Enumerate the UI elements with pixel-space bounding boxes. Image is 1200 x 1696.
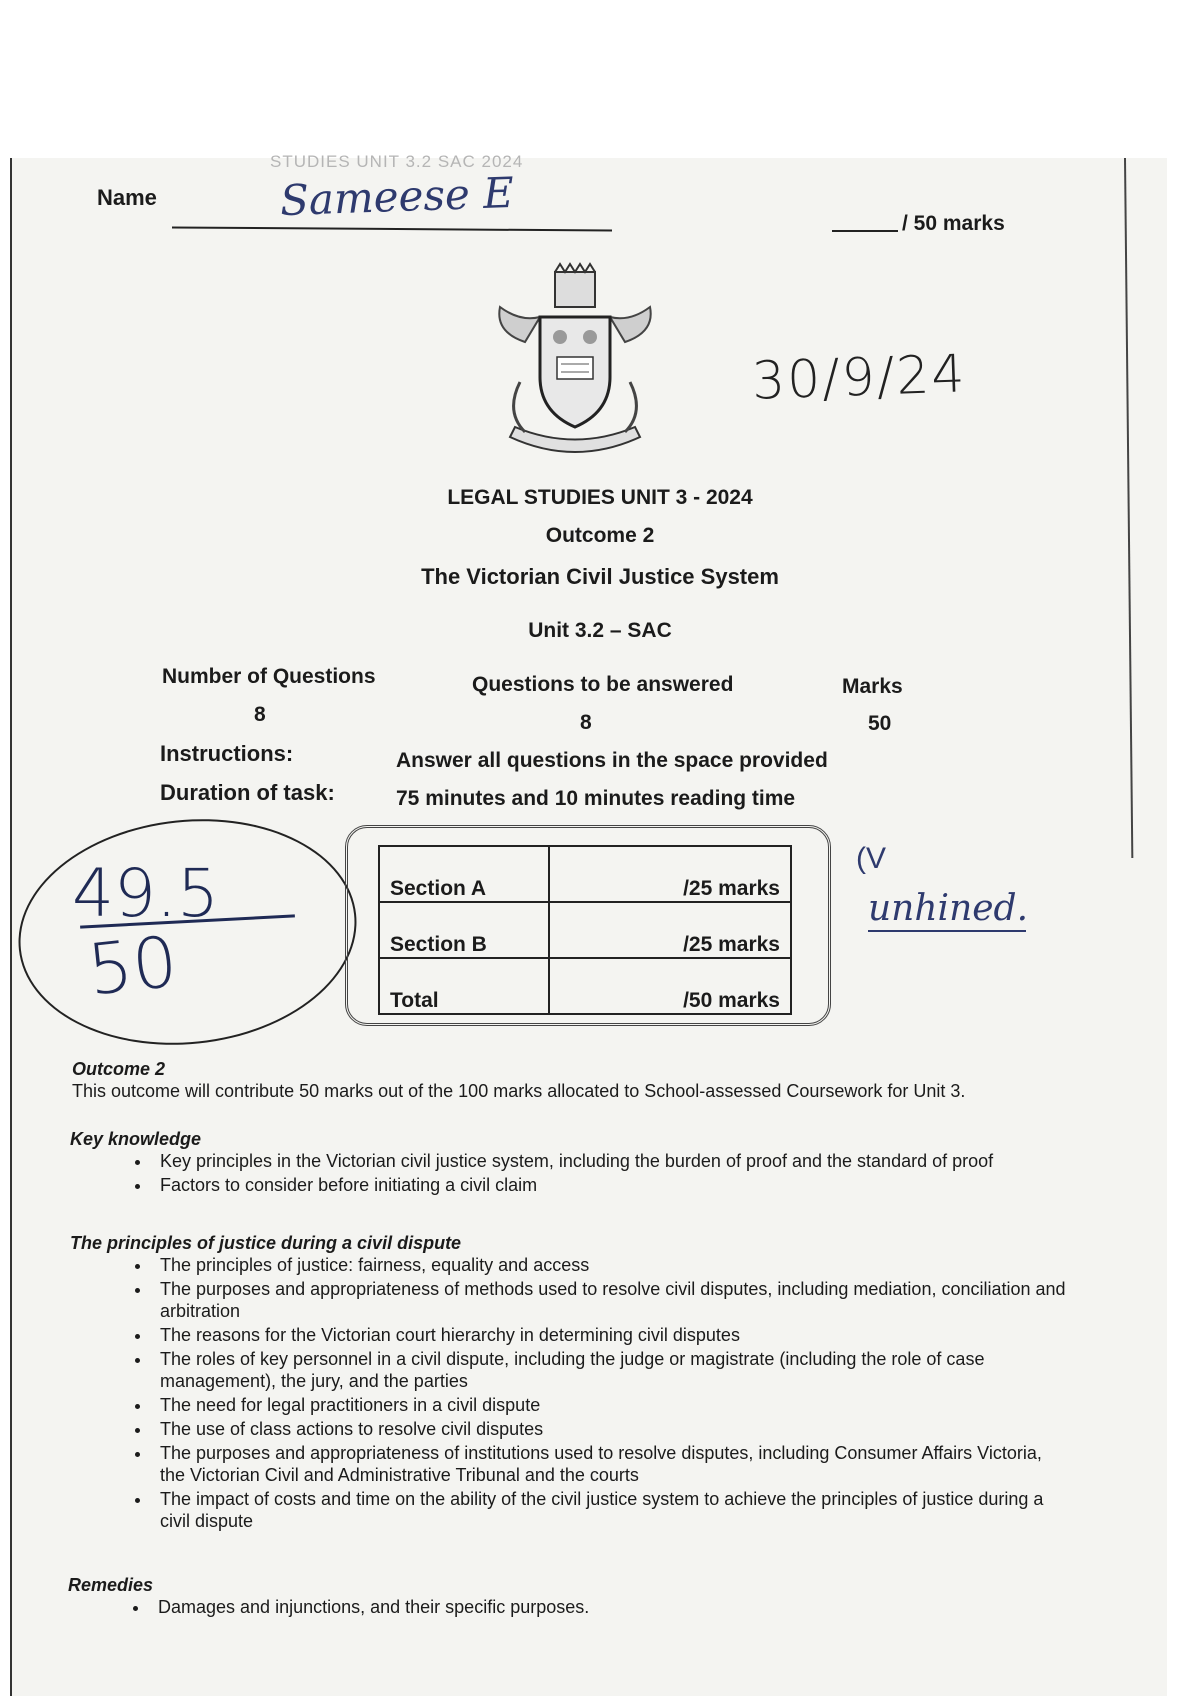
- outcome-section: [72, 1058, 1072, 1102]
- list-item: • The purposes and appropriateness of methods used to resolve civil disputes, including mediation, conciliation and arbitration: [152, 1278, 1070, 1322]
- list-item: • The need for legal practitioners in a civil dispute: [152, 1394, 1070, 1416]
- remedies-section: [68, 1574, 1068, 1620]
- faded-header-text: STUDIES UNIT 3.2 SAC 2024: [270, 152, 524, 171]
- name-label: Name: [97, 185, 157, 210]
- duration-value: 75 minutes and 10 minutes reading time: [396, 787, 796, 810]
- table-row: [379, 958, 791, 1014]
- num-questions-value: 8: [254, 703, 266, 726]
- section-b-label: Section B: [379, 902, 549, 958]
- grade-score: 49.5: [72, 855, 219, 932]
- total-label: Total: [379, 958, 549, 1014]
- section-b-marks: /25 marks: [549, 902, 791, 958]
- marks-header: Marks: [842, 675, 903, 698]
- table-row: [379, 902, 791, 958]
- handwritten-name: Sameese E: [279, 167, 515, 226]
- outcome-title: Outcome 2: [545, 524, 655, 547]
- school-crest-icon: [485, 262, 665, 467]
- duration-label: Duration of task:: [160, 780, 335, 805]
- section-a-marks: /25 marks: [549, 846, 791, 902]
- list-item: • The reasons for the Victorian court hierarchy in determining civil disputes: [152, 1324, 1070, 1346]
- list-item: • Factors to consider before initiating a civil claim: [152, 1174, 1070, 1196]
- list-item: • Damages and injunctions, and their specific purposes.: [150, 1596, 1068, 1618]
- subject-title: The Victorian Civil Justice System: [421, 564, 779, 589]
- remedies-heading: Remedies: [68, 1575, 154, 1595]
- principles-heading: The principles of justice during a civil dispute: [70, 1233, 462, 1253]
- questions-answered-value: 8: [580, 711, 592, 734]
- handwritten-date: 30/9/24: [751, 344, 968, 412]
- list-item: • The principles of justice: fairness, equality and access: [152, 1254, 1070, 1276]
- total-marks-label: / 50 marks: [902, 212, 1005, 235]
- grade-total: 50: [83, 920, 182, 1012]
- list-item: • The impact of costs and time on the ability of the civil justice system to achieve the principles of justice during a civil dispute: [152, 1488, 1070, 1532]
- key-knowledge-section: [70, 1128, 1070, 1198]
- list-item: • Key principles in the Victorian civil justice system, including the burden of proof and the standard of proof: [152, 1150, 1070, 1172]
- marks-blank: [832, 230, 898, 232]
- handwritten-note: unhined.: [868, 888, 1029, 929]
- outcome-text: This outcome will contribute 50 marks out of the 100 marks allocated to School-assessed Coursework for Unit 3.: [72, 1081, 966, 1101]
- document-title: LEGAL STUDIES UNIT 3 - 2024: [447, 486, 753, 509]
- key-knowledge-heading: Key knowledge: [70, 1129, 202, 1149]
- list-item: • The purposes and appropriateness of institutions used to resolve disputes, including Consumer Affairs Victoria, the Victorian Civil and Administrative Tribunal and the courts: [152, 1442, 1070, 1486]
- handwritten-tick: (V: [856, 842, 886, 875]
- section-a-label: Section A: [379, 846, 549, 902]
- marks-value: 50: [868, 712, 892, 735]
- list-item: • The roles of key personnel in a civil dispute, including the judge or magistrate (including the role of case management), the jury, and the parties: [152, 1348, 1070, 1392]
- outcome-heading: Outcome 2: [72, 1059, 166, 1079]
- unit-title: Unit 3.2 – SAC: [528, 619, 672, 642]
- list-item: • The use of class actions to resolve civil disputes: [152, 1418, 1070, 1440]
- instructions-value: Answer all questions in the space provided: [396, 749, 828, 772]
- table-row: [379, 846, 791, 902]
- instructions-label: Instructions:: [160, 741, 294, 766]
- principles-section: [70, 1232, 1070, 1534]
- total-marks: /50 marks: [549, 958, 791, 1014]
- num-questions-header: Number of Questions: [162, 665, 376, 688]
- questions-answered-header: Questions to be answered: [472, 673, 734, 696]
- marks-table: [378, 845, 792, 1015]
- handwritten-underline: [868, 930, 1026, 932]
- total-marks-field: [832, 212, 1005, 236]
